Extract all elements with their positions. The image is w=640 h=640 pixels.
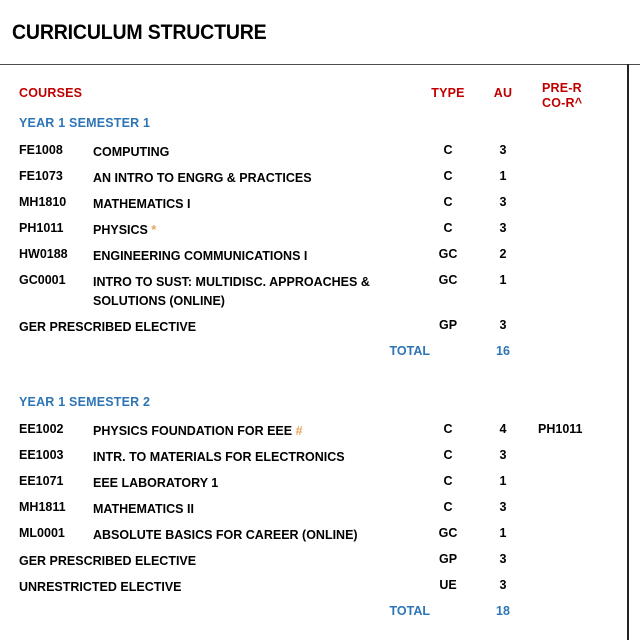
course-code: EE1071 [19, 474, 64, 488]
course-title [93, 474, 218, 493]
total-au-value: 18 [496, 604, 510, 618]
course-type: GP [438, 552, 458, 566]
column-header-corequisite: CO-R^ [542, 96, 583, 110]
page-title: CURRICULUM STRUCTURE [12, 21, 267, 44]
course-code: GC0001 [19, 273, 66, 287]
course-au: 1 [499, 273, 507, 287]
course-title-text: INTR. TO MATERIALS FOR ELECTRONICS [93, 450, 345, 464]
column-header-prerequisite: PRE-R [542, 81, 582, 95]
table-row [0, 471, 627, 497]
course-title-text: COMPUTING [93, 145, 170, 159]
course-title-text: AN INTRO TO ENGRG & PRACTICES [93, 171, 312, 185]
course-code: ML0001 [19, 526, 65, 540]
course-title-text: EEE LABORATORY 1 [93, 476, 219, 490]
table-row [0, 270, 627, 315]
course-title [93, 500, 194, 519]
course-code: PH1011 [19, 221, 64, 235]
course-title-text: INTRO TO SUST: MULTIDISC. APPROACHES & SOLUTIONS (ONLINE) [93, 275, 370, 308]
course-type: GC [438, 273, 458, 287]
course-title [19, 578, 182, 597]
curriculum-table [0, 64, 627, 640]
course-title [93, 221, 156, 240]
course-au: 1 [499, 169, 507, 183]
course-title [93, 526, 358, 545]
course-type: UE [439, 578, 457, 592]
course-prerequisite: PH1011 [538, 422, 583, 436]
course-title-text: PHYSICS [93, 223, 148, 237]
course-au: 3 [499, 195, 507, 209]
course-title [93, 247, 307, 266]
footnote-marker: # [292, 424, 303, 438]
total-au-value: 16 [496, 344, 510, 358]
table-row [0, 218, 627, 244]
course-au: 3 [499, 143, 507, 157]
semester-heading-row [0, 393, 627, 419]
semester-total-row [0, 341, 627, 367]
table-row [0, 315, 627, 341]
course-type: C [443, 143, 453, 157]
course-code: FE1008 [19, 143, 63, 157]
course-au: 3 [499, 318, 507, 332]
course-type: GP [438, 318, 458, 332]
course-title-text: MATHEMATICS II [93, 502, 194, 516]
total-label: TOTAL [389, 604, 430, 618]
table-row [0, 419, 627, 445]
course-au: 4 [499, 422, 507, 436]
course-title [93, 143, 169, 162]
section-spacer [0, 367, 627, 393]
column-header-type: TYPE [431, 86, 465, 100]
course-type: C [443, 221, 453, 235]
table-right-border [627, 64, 629, 640]
course-title-text: ENGINEERING COMMUNICATIONS I [93, 249, 308, 263]
table-row [0, 523, 627, 549]
semester-sections [0, 114, 627, 627]
course-code: MH1810 [19, 195, 67, 209]
column-header-au: AU [493, 86, 513, 100]
course-title-text: GER PRESCRIBED ELECTIVE [19, 320, 197, 334]
course-code: MH1811 [19, 500, 66, 514]
course-au: 1 [499, 526, 507, 540]
course-type: C [443, 500, 453, 514]
table-row [0, 445, 627, 471]
semester-heading: YEAR 1 SEMESTER 2 [19, 395, 151, 409]
course-code: HW0188 [19, 247, 68, 261]
semester-heading-row [0, 114, 627, 140]
course-code: FE1073 [19, 169, 63, 183]
course-au: 3 [499, 500, 507, 514]
course-title [19, 552, 196, 571]
table-row [0, 192, 627, 218]
course-au: 3 [499, 552, 507, 566]
column-header-courses: COURSES [19, 86, 83, 100]
course-title-text: PHYSICS FOUNDATION FOR EEE [93, 424, 293, 438]
course-type: C [443, 169, 453, 183]
table-row [0, 497, 627, 523]
table-row [0, 140, 627, 166]
table-row [0, 575, 627, 601]
course-type: C [443, 448, 453, 462]
course-type: C [443, 195, 453, 209]
course-title [93, 448, 345, 467]
course-title-text: ABSOLUTE BASICS FOR CAREER (ONLINE) [93, 528, 358, 542]
semester-total-row [0, 601, 627, 627]
course-title [93, 273, 423, 311]
table-row [0, 549, 627, 575]
table-header-row [0, 64, 627, 114]
course-au: 3 [499, 221, 507, 235]
course-title [93, 195, 190, 214]
course-code: EE1003 [19, 448, 64, 462]
course-type: GC [438, 247, 458, 261]
course-au: 3 [499, 578, 507, 592]
course-au: 3 [499, 448, 507, 462]
course-code: EE1002 [19, 422, 64, 436]
course-au: 2 [499, 247, 507, 261]
course-type: C [443, 474, 453, 488]
semester-heading: YEAR 1 SEMESTER 1 [19, 116, 151, 130]
course-type: C [443, 422, 453, 436]
course-title-text: GER PRESCRIBED ELECTIVE [19, 554, 197, 568]
footnote-marker: * [147, 223, 157, 237]
total-label: TOTAL [389, 344, 430, 358]
course-title-text: MATHEMATICS I [93, 197, 191, 211]
course-title [93, 169, 312, 188]
course-au: 1 [499, 474, 507, 488]
table-row [0, 166, 627, 192]
course-type: GC [438, 526, 458, 540]
table-row [0, 244, 627, 270]
course-title-text: UNRESTRICTED ELECTIVE [19, 580, 182, 594]
course-title [19, 318, 196, 337]
course-title [93, 422, 303, 441]
